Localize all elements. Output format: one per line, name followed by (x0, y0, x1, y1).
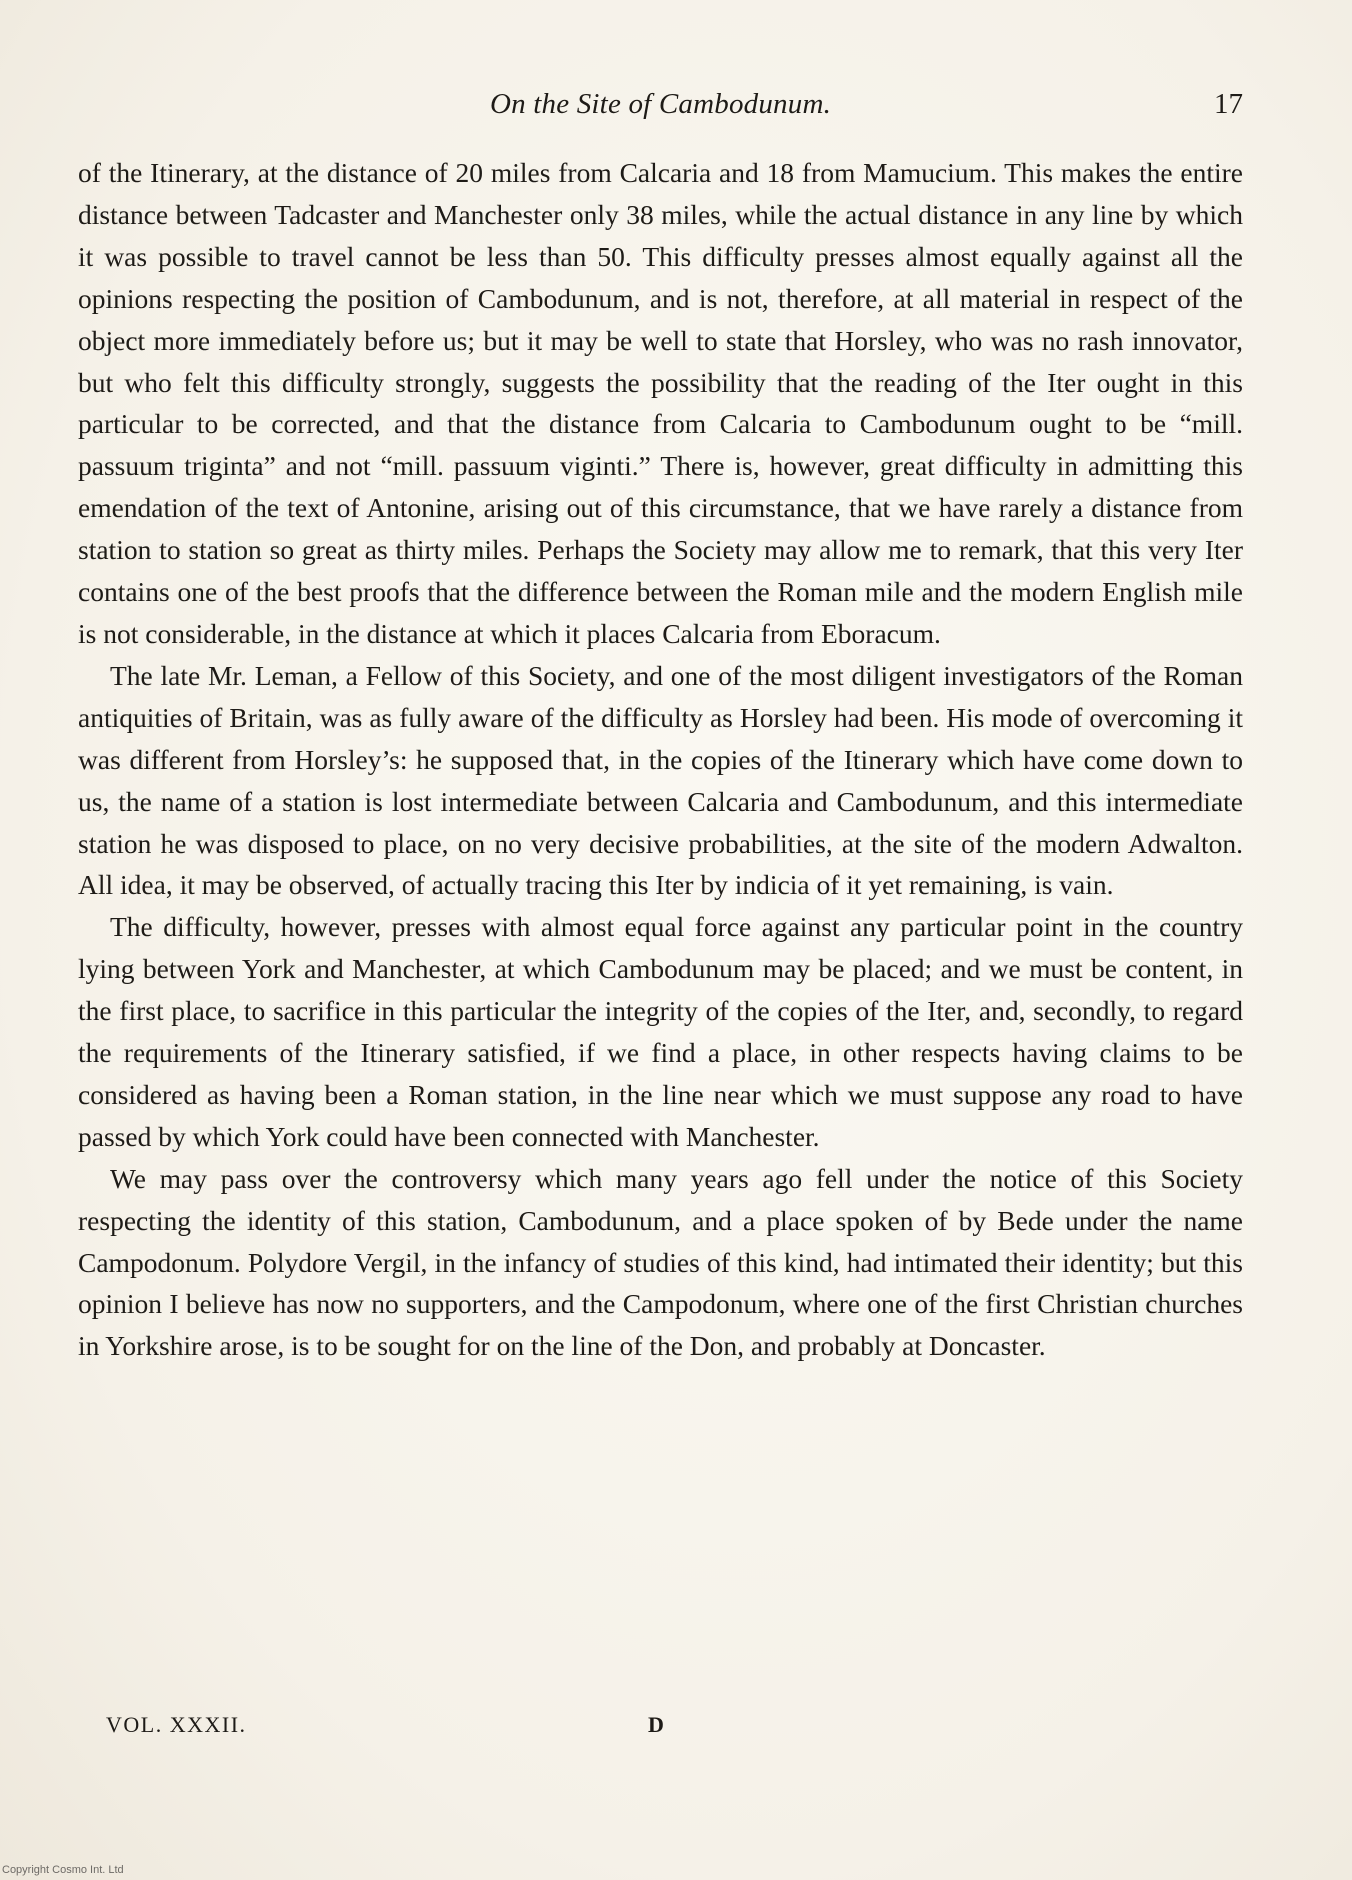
running-head (78, 88, 1243, 128)
volume-label: VOL. XXXII. (106, 1712, 247, 1737)
paragraph: The late Mr. Leman, a Fellow of this Society, and one of the most diligent investigators of the Roman antiquities of Britain, was as fully aware of the difficulty as Horsley had been. His mode of overcoming it was different from Horsley’s: he supposed that, in the copies of the Itinerary which have come down to us, the name of a station is lost intermediate between Calcaria and Cambodunum, and this intermediate station he was disposed to place, on no very decisive probabilities, at the site of the modern Adwalton. All idea, it may be observed, of actually tracing this Iter by indicia of it yet remaining, is vain. (78, 659, 1243, 901)
copyright-notice: Copyright Cosmo Int. Ltd (2, 1864, 124, 1876)
running-title: On the Site of Cambodunum. (489, 88, 832, 120)
paragraph: The difficulty, however, presses with almost equal force against any particular point in the country lying between York and Manchester, at which Cambodunum may be placed; and we must be content, in the first place, to sacrifice in this particular the integrity of the copies of the Iter, and, secondly, to regard the requirements of the Itinerary satisfied, if we find a place, in other respects having claims to be considered as having been a Roman station, in the line near which we must suppose any road to have passed by which York could have been connected with Manchester. (78, 911, 1243, 1152)
paragraph: We may pass over the controversy which many years ago fell under the notice of this Society respecting the identity of this station, Cambodunum, and a place spoken of by Bede under the name Campodonum. Polydore Vergil, in the infancy of studies of this kind, had intimated their identity; but this opinion I believe has now no supporters, and the Campodonum, where one of the first Christian churches in Yorkshire arose, is to be sought for on the line of the Don, and probably at Doncaster. (78, 1162, 1243, 1362)
body-text (78, 152, 1243, 1367)
signature-mark: D (648, 1712, 664, 1737)
paragraph: of the Itinerary, at the distance of 20 miles from Calcaria and 18 from Mamucium. This makes the entire distance between Tadcaster and Manchester only 38 miles, while the actual distance in any line by which it was possible to travel cannot be less than 50. This difficulty presses almost equally against all the opinions respecting the position of Cambodunum, and is not, therefore, at all material in respect of the object more immediately before us; but it may be well to state that Horsley, who was no rash innovator, but who felt this difficulty strongly, suggests the possibility that the reading of the Iter ought in this particular to be corrected, and that the distance from Calcaria to Cambodunum ought to be “mill. passuum triginta” and not “mill. passuum viginti.” There is, however, great difficulty in admitting this emendation of the text of Antonine, arising out of this circumstance, that we have rarely a distance from station to station so great as thirty miles. Perhaps the Society may allow me to remark, that this very Iter contains one of the best proofs that the difference between the Roman mile and the modern English mile is not considerable, in the distance at which it places Calcaria from Eboracum. (78, 157, 1243, 649)
page-number: 17 (1214, 88, 1243, 120)
footer (106, 1712, 1106, 1746)
